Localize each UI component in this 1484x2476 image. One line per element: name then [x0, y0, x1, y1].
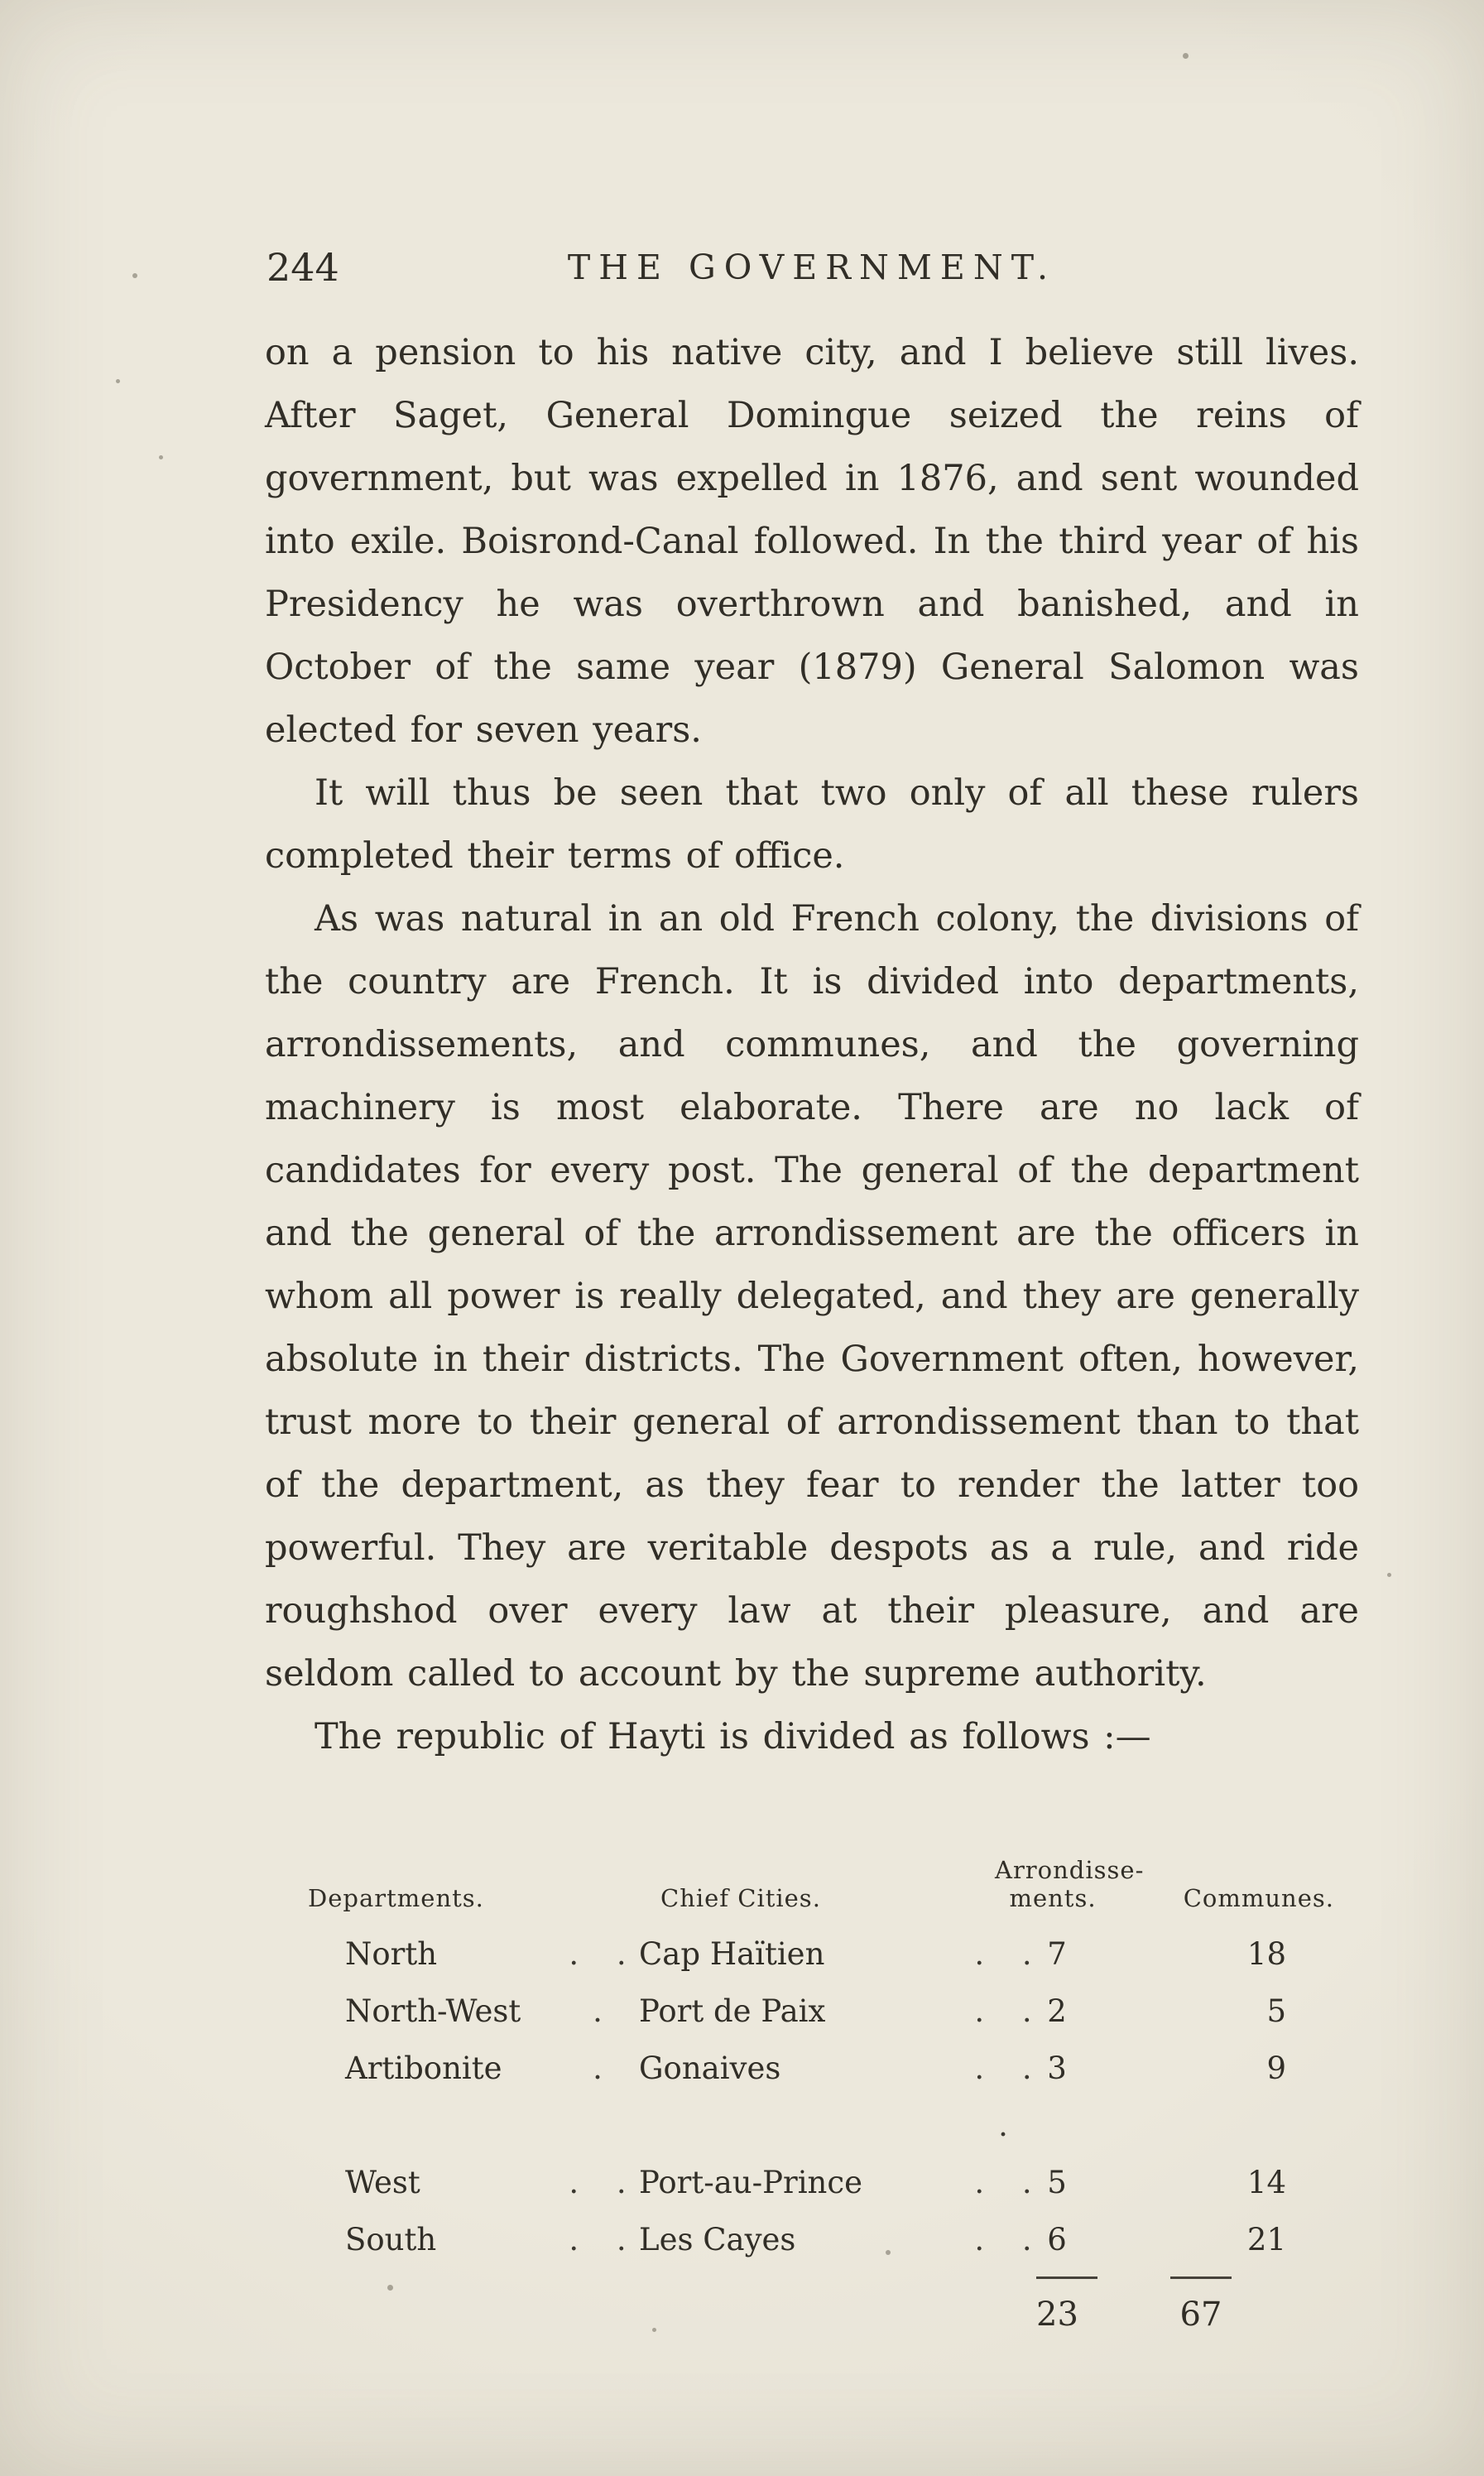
scan-speck — [116, 379, 120, 383]
leader-dots: . . — [974, 2165, 1032, 2200]
table-row — [308, 2040, 1357, 2154]
table-row — [308, 1983, 1357, 2040]
column-header-chief-cities: Chief Cities. — [660, 1884, 821, 1912]
table-row — [308, 2154, 1357, 2211]
cell-city: Gonaives — [639, 2051, 781, 2086]
cell-city: Les Cayes — [639, 2222, 796, 2257]
cell-arrondissements: 5 — [1047, 2165, 1067, 2200]
cell-arrondissements: 6 — [1047, 2222, 1067, 2257]
body-text — [265, 321, 1359, 1768]
sum-rule — [1036, 2276, 1097, 2279]
column-header-arrondissements-line2: ments. — [1009, 1884, 1097, 1912]
column-header-departments: Departments. — [308, 1884, 484, 1912]
cell-department: North — [345, 1936, 438, 1972]
leader-dots: . — [593, 1993, 603, 2029]
table-row — [308, 1926, 1357, 1983]
sum-rule — [1170, 2276, 1232, 2279]
leader-dots: . . — [569, 2222, 627, 2257]
cell-arrondissements: 3 — [1047, 2051, 1067, 2086]
totals-row — [308, 2276, 1357, 2334]
cell-arrondissements: 7 — [1047, 1936, 1067, 1972]
scan-speck — [1183, 53, 1189, 59]
scan-speck — [387, 2285, 393, 2291]
column-header-arrondissements-line1: Arrondisse- — [995, 1856, 1145, 1884]
scan-speck — [652, 2328, 656, 2332]
cell-communes: 5 — [1266, 1993, 1286, 2029]
column-header-arrondissements — [970, 1856, 1145, 1912]
paragraph: The republic of Hayti is divided as follows :— — [315, 1716, 1151, 1757]
total-arrondissements-cell — [1036, 2276, 1111, 2334]
total-communes: 67 — [1179, 2296, 1222, 2334]
cell-department: South — [345, 2222, 437, 2257]
leader-dots: . . — [974, 2222, 1032, 2257]
cell-communes: 14 — [1246, 2165, 1286, 2200]
scan-speck — [1387, 1573, 1391, 1577]
leader-dots: . — [593, 2051, 603, 2086]
cell-communes: 21 — [1246, 2222, 1286, 2257]
cell-department: North-West — [345, 1993, 521, 2029]
cell-city: Port-au-Prince — [639, 2165, 862, 2200]
paragraph: As was natural in an old French colony, the divisions of the country are French. It is divided into departments, arrondissements, and communes, and the governing machinery is most elaborate. There are no lack of candidates for every post. The general of the department and the general of the arrondissement are the officers in whom all power is really delegated, and they are generally absolute in their districts. The Government often, however, trust more to their general of arrondissement than to that of the department, as they fear to render the latter too powerful. They are veritable despots as a rule, and ride roughshod over every law at their pleasure, and are seldom called to account by the supreme authority. — [265, 898, 1359, 1695]
leader-dots: . . — [569, 1936, 627, 1972]
division-table — [308, 1856, 1357, 2334]
leader-dots: . . — [569, 2165, 627, 2200]
total-communes-cell — [1111, 2276, 1357, 2334]
cell-city: Cap Haïtien — [639, 1936, 825, 1972]
table-header-row — [308, 1856, 1357, 1912]
leader-dots: . . . — [974, 2051, 1032, 2143]
cell-communes: 9 — [1266, 2051, 1286, 2086]
leader-dots: . . — [974, 1936, 1032, 1972]
scan-speck — [159, 455, 163, 459]
cell-city: Port de Paix — [639, 1993, 826, 2029]
paragraph: It will thus be seen that two only of all these rulers completed their terms of office. — [265, 772, 1359, 877]
cell-department: West — [345, 2165, 420, 2200]
scan-speck — [132, 273, 137, 278]
cell-communes: 18 — [1246, 1936, 1286, 1972]
table-row — [308, 2211, 1357, 2268]
leader-dots: . . — [974, 1993, 1032, 2029]
scan-speck — [886, 2250, 891, 2255]
page-number: 244 — [267, 245, 339, 290]
page-header — [265, 242, 1359, 295]
cell-arrondissements: 2 — [1047, 1993, 1067, 2029]
cell-department: Artibonite — [345, 2051, 502, 2086]
running-title: THE GOVERNMENT. — [567, 248, 1057, 287]
total-arrondissements: 23 — [1036, 2296, 1078, 2334]
column-header-communes: Communes. — [1183, 1884, 1334, 1912]
paragraph: on a pension to his native city, and I believe still lives. After Saget, General Domingue seized the reins of government, but was expelled in 1876, and sent wounded into exile. Boisrond-Canal followed. In the third year of his Presidency he was overthrown and banished, and in October of the same year (1879) General Salomon was elected for seven years. — [265, 332, 1359, 751]
